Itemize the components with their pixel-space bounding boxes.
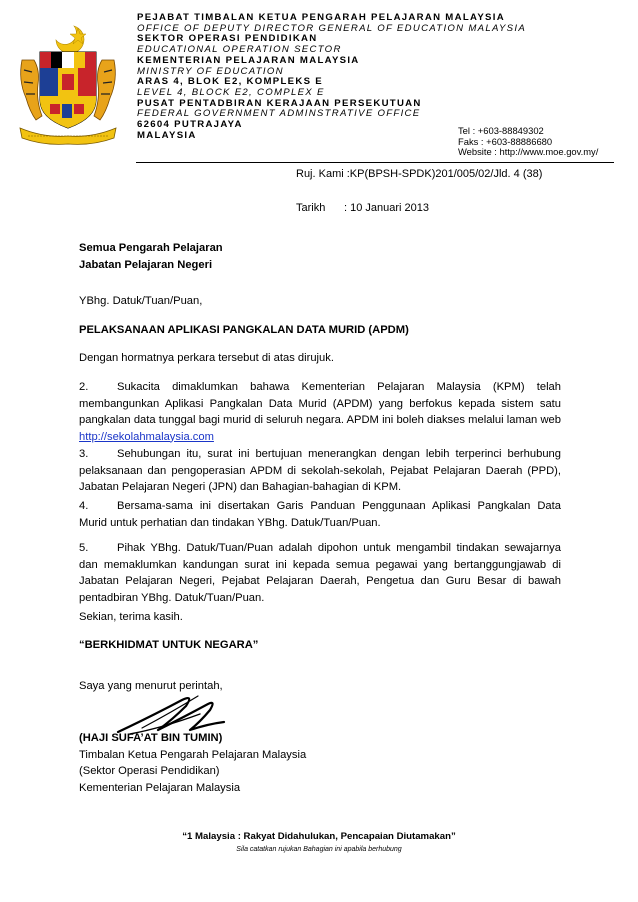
footer-slogan: “1 Malaysia : Rakyat Didahulukan, Pencapaian Diutamakan” xyxy=(182,831,456,842)
letterhead-line-7: ARAS 4, BLOK E2, KOMPLEKS E xyxy=(137,76,323,88)
signatory-name: (HAJI SUFA’AT BIN TUMIN) xyxy=(79,732,223,744)
paragraph-3-text: Sehubungan itu, surat ini bertujuan menerangkan dengan lebih terperinci berhubung pelaksanaan dan pengoperasian APDM di sekolah-sekolah, Pejabat Pelajaran Daerah (PPD), Jabatan Pelajaran Negeri (JPN) dan Bahagian-bahagian di KPM. xyxy=(79,448,561,493)
recipient-block xyxy=(79,240,561,273)
letterhead xyxy=(137,13,526,141)
paragraph-5-text: Pihak YBhg. Datuk/Tuan/Puan adalah dipohon untuk mengambil tindakan sewajarnya dan memaklumkan kandungan surat ini kepada semua pegawai yang bertanggungjawab di Jabatan Pelajaran Negeri, Pejabat Pelajaran Daerah, Pengetua dan Guru Besar di bawah pentadbiran YBhg. Datuk/Tuan/Puan. xyxy=(79,542,561,604)
paragraph-2 xyxy=(79,379,561,445)
salutation: YBhg. Datuk/Tuan/Puan, xyxy=(79,295,203,307)
paragraph-2-text: Sukacita dimaklumkan bahawa Kementerian Pelajaran Malaysia (KPM) telah membangunkan Aplikasi Pangkalan Data Murid (APDM) yang berfokus kepada sistem satu pangkalan data tunggal bagi murid di seluruh negara. APDM ini boleh diakses melalui laman web xyxy=(79,381,561,426)
recipient-line-1: Semua Pengarah Pelajaran xyxy=(79,242,223,254)
motto: “BERKHIDMAT UNTUK NEGARA” xyxy=(79,639,259,651)
sekolahmalaysia-link[interactable]: http://sekolahmalaysia.com xyxy=(79,430,214,443)
letterhead-line-1: PEJABAT TIMBALAN KETUA PENGARAH PELAJARAN MALAYSIA xyxy=(137,12,505,23)
signatory-block xyxy=(79,730,561,796)
closing-line: Sekian, terima kasih. xyxy=(79,611,183,623)
malaysia-coat-of-arms-icon xyxy=(16,20,120,148)
contact-fax: Faks : +603-88886680 xyxy=(458,135,553,147)
letterhead-line-8: LEVEL 4, BLOCK E2, COMPLEX E xyxy=(137,86,325,98)
sign-intro: Saya yang menurut perintah, xyxy=(79,680,223,692)
paragraph-4-number: 4. xyxy=(79,500,89,512)
date-value: : 10 Januari 2013 xyxy=(344,202,430,214)
letterhead-line-5: KEMENTERIAN PELAJARAN MALAYSIA xyxy=(137,54,360,66)
letterhead-line-11: 62604 PUTRAJAYA xyxy=(137,119,243,131)
subject-line: PELAKSANAAN APLIKASI PANGKALAN DATA MURID (APDM) xyxy=(79,324,409,336)
letterhead-line-4: EDUCATIONAL OPERATION SECTOR xyxy=(137,44,342,56)
paragraph-3 xyxy=(79,446,561,496)
paragraph-5 xyxy=(79,540,561,606)
date-label: Tarikh xyxy=(296,202,326,214)
paragraph-2-number: 2. xyxy=(79,381,89,393)
intro-paragraph: Dengan hormatnya perkara tersebut di atas dirujuk. xyxy=(79,352,334,364)
footer-note: Sila catatkan rujukan Bahagian ini apabila berhubung xyxy=(236,846,402,853)
contact-tel: Tel : +603-88849302 xyxy=(458,125,544,136)
paragraph-4 xyxy=(79,498,561,531)
contact-block xyxy=(458,126,598,158)
date-row xyxy=(296,202,430,214)
signatory-title-3: Kementerian Pelajaran Malaysia xyxy=(79,781,241,794)
contact-website: Website : http://www.moe.gov.my/ xyxy=(458,146,599,158)
letterhead-line-3: SEKTOR OPERASI PENDIDIKAN xyxy=(137,33,318,45)
paragraph-3-number: 3. xyxy=(79,448,89,460)
reference-number: Ruj. Kami :KP(BPSH-SPDK)201/005/02/Jld. 4 (38) xyxy=(296,168,543,180)
letterhead-line-10: FEDERAL GOVERNMENT ADMINSTRATIVE OFFICE xyxy=(137,108,421,120)
paragraph-4-text: Bersama-sama ini disertakan Garis Panduan Penggunaan Aplikasi Pangkalan Data Murid untuk perhatian dan tindakan YBhg. Datuk/Tuan/Puan. xyxy=(79,500,561,529)
header-divider xyxy=(136,162,614,163)
paragraph-5-number: 5. xyxy=(79,542,89,554)
signatory-title-2: (Sektor Operasi Pendidikan) xyxy=(79,765,220,777)
letterhead-line-12: MALAYSIA xyxy=(137,129,197,141)
signatory-title-1: Timbalan Ketua Pengarah Pelajaran Malaysia xyxy=(79,748,307,761)
recipient-line-2: Jabatan Pelajaran Negeri xyxy=(79,258,213,271)
letterhead-line-9: PUSAT PENTADBIRAN KERAJAAN PERSEKUTUAN xyxy=(137,97,422,109)
letterhead-line-6: MINISTRY OF EDUCATION xyxy=(137,65,284,77)
letterhead-line-2: OFFICE OF DEPUTY DIRECTOR GENERAL OF EDUCATION MALAYSIA xyxy=(137,22,527,34)
